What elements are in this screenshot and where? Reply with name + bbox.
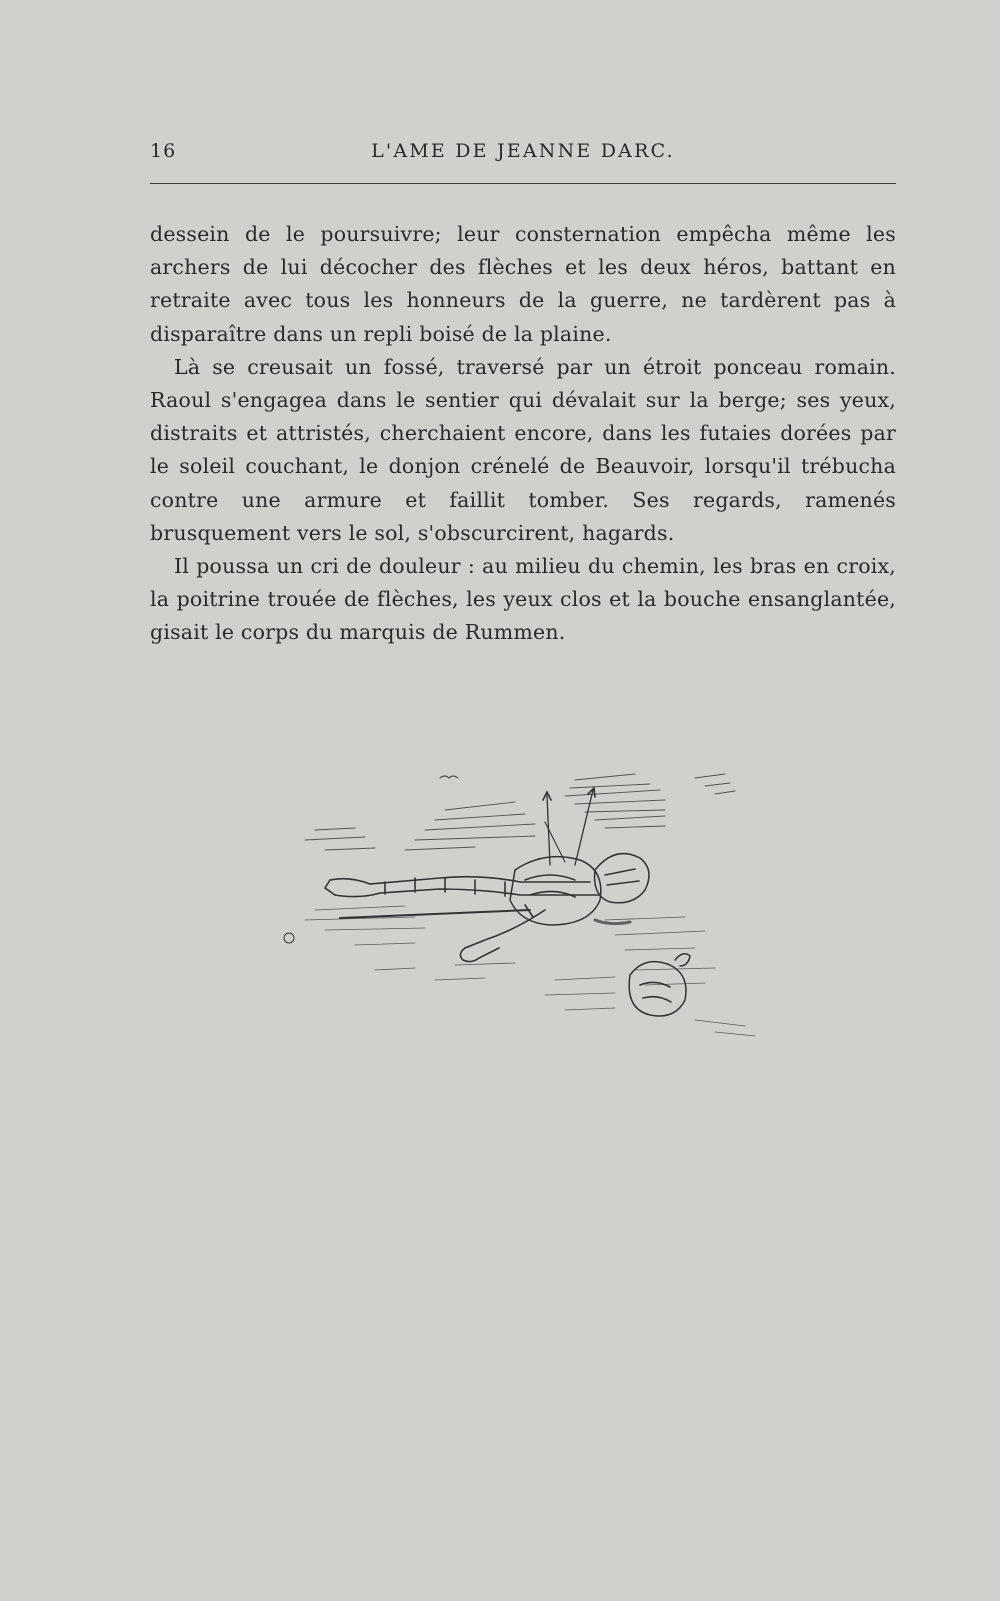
running-head: L'AME DE JEANNE DARC. [371,140,675,162]
header-rule [150,183,896,184]
page-number: 16 [150,140,177,162]
paragraph: Là se creusait un fossé, traversé par un étroit ponceau romain. Raoul s'engagea dans le sentier qui dévalait sur la berge; ses yeux, distraits et attristés, cherchaient encore, dans les futaies dorées par le soleil couchant, le donjon crénelé de Beauvoir, lorsqu'il trébucha contre une armure et faillit tomber. Ses regards, ramenés brusquement vers le sol, s'obscurcirent, hagards. [150,354,896,545]
body-text [150,218,896,650]
paragraph: Il poussa un cri de douleur : au milieu du chemin, les bras en croix, la poitrine trouée de flèches, les yeux clos et la bouche ensanglantée, gisait le corps du marquis de Rummen. [150,554,896,645]
engraving-fallen-knight-icon [275,770,775,1060]
paragraph: dessein de le poursuivre; leur consternation empêcha même les archers de lui décocher des flèches et les deux héros, battant en retraite avec tous les honneurs de la guerre, ne tardèrent pas à disparaître dans un repli boisé de la plaine. [150,222,896,346]
